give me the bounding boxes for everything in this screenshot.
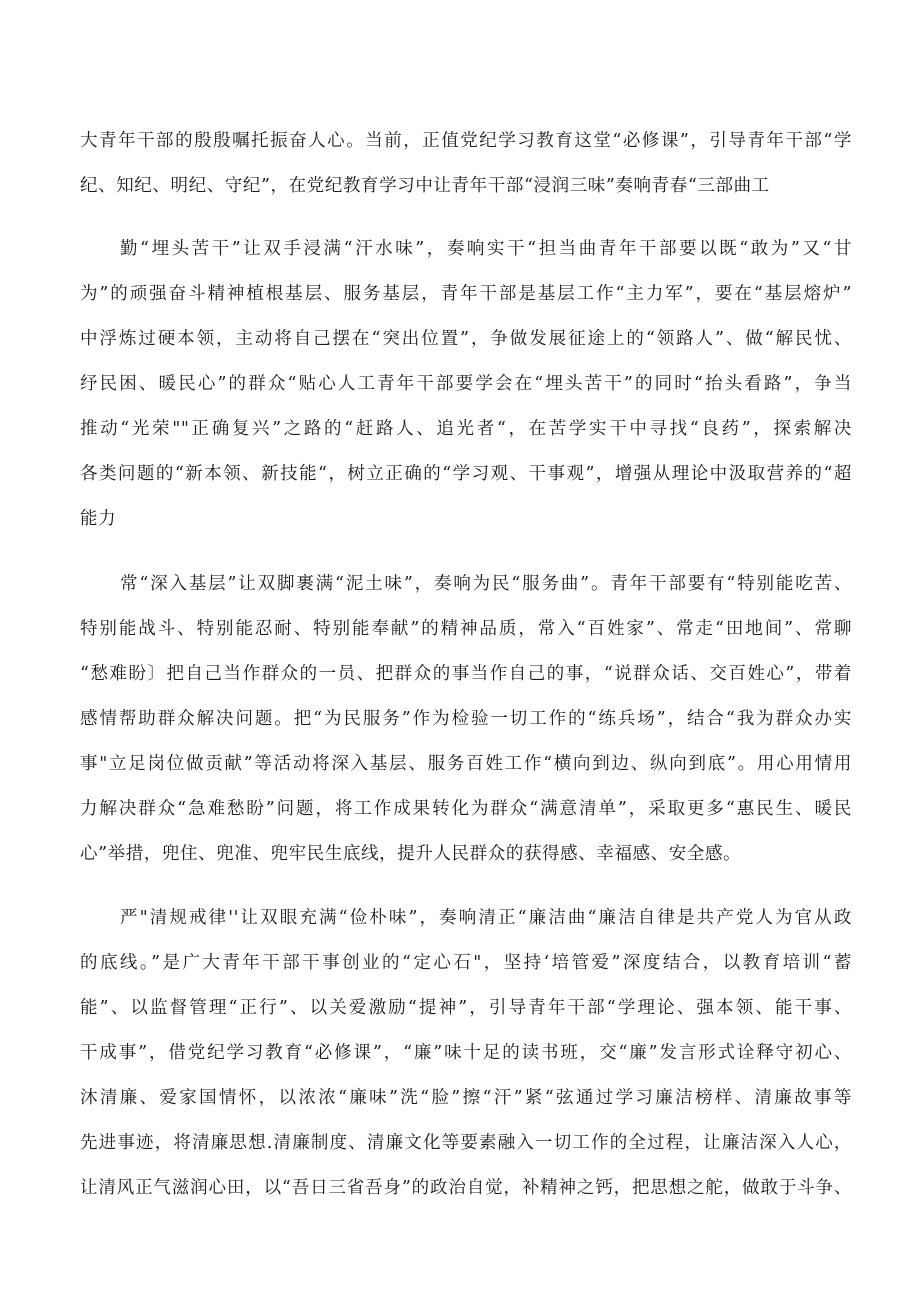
text-line: 的底线。”是广大青年干部干事创业的“定心石"，坚持‘培管爱”深度结合，以教育培训“蓄 [80,953,852,973]
text-line: “愁难盼〕把自己当作群众的一员、把群众的事当作自己的事，“说群众话、交百姓心”，带着 [80,664,852,684]
text-line: 勤“埋头苦干”让双手浸满“汗水味”，奏响实干“担当曲青年干部要以既“敢为”又“甘 [120,239,852,259]
text-line: 特别能战斗、特别能忍耐、特别能奉献”的精神品质，常入“百姓家”、常走“田地间”、常聊 [80,619,852,639]
text-line: 力解决群众“急难愁盼”问题，将工作成果转化为群众“满意清单”，采取更多“惠民生、暖民 [80,799,852,819]
text-line: 先进事迹，将清廉思想.清廉制度、清廉文化等要素融入一切工作的全过程，让廉洁深入人心， [80,1133,852,1153]
text-line: 能”、以监督管理“正行”、以关爱激励“提神”，引导青年干部“学理论、强本领、能干事、 [80,998,852,1018]
text-line: 纪、知纪、明纪、守纪”，在党纪教育学习中让青年干部“浸润三味”奏响青春“三部曲工 [80,176,770,196]
text-line: 严"清规戒律''让双眼充满“俭朴味”，奏响清正“廉洁曲“廉洁自律是共产党人为官从政 [120,908,852,928]
text-line: 各类问题的“新本领、新技能“，树立正确的“学习观、干事观”，增强从理论中汲取营养的“超 [80,464,852,484]
text-line: 纾民困、暖民心”的群众“贴心人工青年干部要学会在“埋头苦干”的同时“抬头看路”，争当 [80,374,852,394]
text-line: 沐清廉、爱家国情怀，以浓浓“廉味”洗“脸”擦“汗”紧“弦通过学习廉洁榜样、清廉故事等 [80,1088,852,1108]
text-line: 中浮炼过硬本领，主动将自己摆在“突出位置”，争做发展征途上的“领路人”、做“解民忧、 [80,329,852,349]
text-line: 能力 [80,509,117,529]
text-line: 为”的顽强奋斗精神植根基层、服务基层，青年干部是基层工作“主力军”，要在“基层熔炉” [80,284,852,304]
text-line: 心”举措，兜住、兜准、兜牢民生底线，提升人民群众的获得感、幸福感、安全感。 [80,844,742,864]
text-line: 大青年干部的殷殷嘱托振奋人心。当前，正值党纪学习教育这堂“必修课”，引导青年干部“学 [80,131,852,151]
text-line: 干成事”，借党纪学习教育“必修课”，“廉”味十足的读书班，交“廉”发言形式诠释守初心、 [80,1043,852,1063]
text-line: 常“深入基层”让双脚裹满“泥土味”，奏响为民“服务曲”。青年干部要有“特别能吃苦、 [120,574,852,594]
text-line: 让清风正气滋润心田，以“吾日三省吾身”的政治自觉，补精神之钙，把思想之舵，做敢于斗争、 [80,1178,852,1198]
text-line: 感情帮助群众解决问题。把“为民服务”作为检验一切工作的“练兵场”，结合“我为群众办实 [80,709,852,729]
text-line: 事"立足岗位做贡献”等活动将深入基层、服务百姓工作“横向到边、纵向到底”。用心用情用 [80,754,852,774]
text-line: 推动“光荣""正确复兴”之路的“赶路人、追光者“，在苦学实干中寻找“良药”，探索解决 [80,419,852,439]
